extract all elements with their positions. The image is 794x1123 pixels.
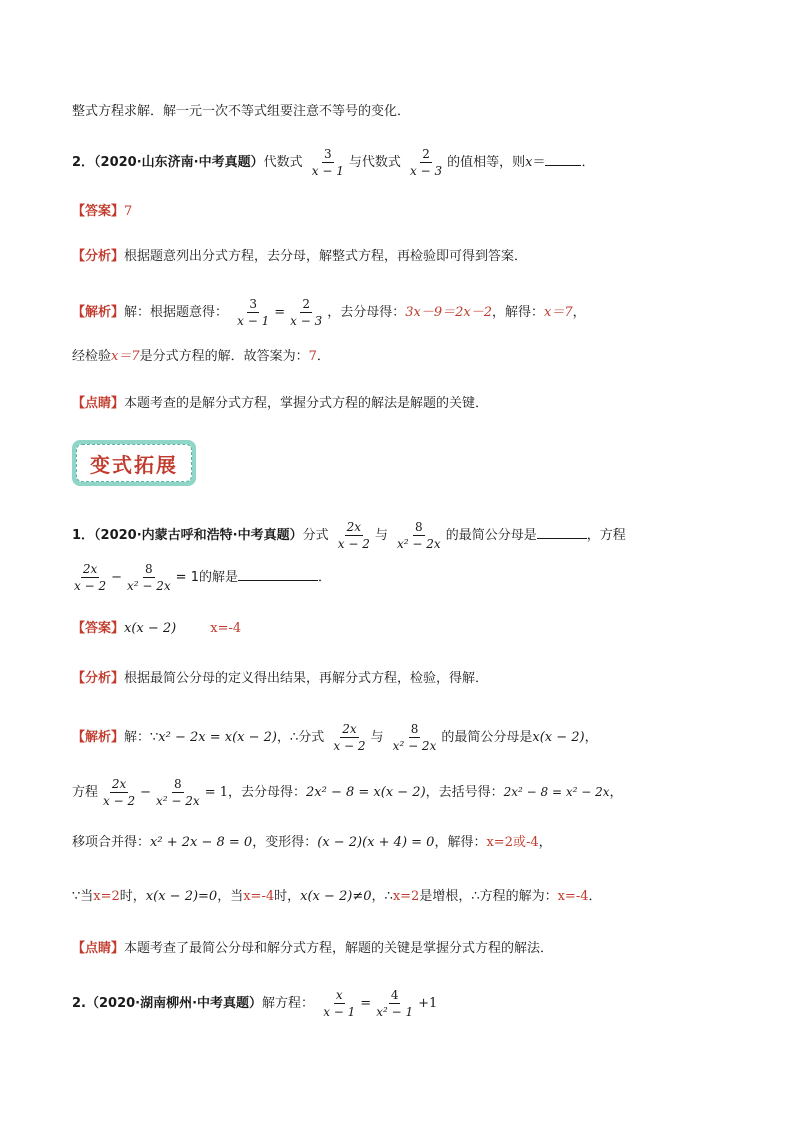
q2-check: 经检验x＝7是分式方程的解．故答案为：7． bbox=[72, 349, 330, 364]
q2-answer: 【答案】7 bbox=[72, 204, 133, 219]
v1-comment: 【点睛】本题考查了最简公分母和解分式方程，解题的关键是掌握分式方程的解法． bbox=[72, 941, 554, 956]
v2-question: 2.（2020·湖南柳州·中考真题）解方程： $\frac{x}{x - 1}$ = $\frac{4}{\text{x² − 1}}$ +1 bbox=[72, 988, 438, 1019]
v2-source: （2020·湖南柳州·中考真题） bbox=[85, 996, 263, 1011]
q2-analysis: 【分析】根据题意列出分式方程，去分母，解整式方程，再检验即可得到答案． bbox=[72, 249, 528, 264]
answer-tag: 【答案】 bbox=[72, 204, 125, 219]
v1-eq-fraction-1: $\frac{2x}{x - 2}$ bbox=[74, 562, 107, 593]
q2-fraction-2: $\frac{2}{x - 3}$ bbox=[410, 147, 443, 178]
q2-number: 2． bbox=[72, 155, 95, 170]
v1-blank-2 bbox=[238, 566, 318, 581]
q2-answer-blank bbox=[545, 151, 581, 166]
q2-sol-fraction-1: $\frac{3}{x - 1}$ bbox=[237, 297, 270, 328]
v1-solution-line4: ∵当x=2时，x(x − 2)=0，当x=-4时，x(x − 2)≠0，∴x=2是增根，∴方程的解为：x=-4． bbox=[72, 889, 602, 904]
intro-line: 整式方程求解．解一元一次不等式组要注意不等号的变化． bbox=[72, 104, 411, 119]
v1-solution: 【解析】解：∵x² − 2x = x(x − 2)，∴分式 $\frac{2x}{x - 2}$ 与 $\frac{8}{\text{x² − 2x}}$ 的最简公分母是x(x − 2)， bbox=[72, 722, 598, 753]
v2-fraction-1: $\frac{x}{x - 1}$ bbox=[323, 988, 356, 1019]
v1-blank-1 bbox=[537, 524, 587, 539]
section-banner bbox=[72, 440, 196, 486]
v1-answer: 【答案】x(x − 2) x=-4 bbox=[72, 621, 242, 636]
q2-fraction-1: $\frac{3}{x - 1}$ bbox=[311, 147, 344, 178]
v1-question: 1．（2020·内蒙古呼和浩特·中考真题）分式 $\frac{2x}{x - 2}$ 与 $\frac{8}{\text{x² − 2x}}$ 的最简公分母是 ，方程 bbox=[72, 520, 626, 551]
comment-tag: 【点睛】 bbox=[72, 396, 125, 411]
q2-solution: 【解析】解：根据题意得： $\frac{3}{x - 1}$ = $\frac{2}{x - 3}$ ，去分母得：3x－9＝2x－2，解得：x＝7， bbox=[72, 297, 586, 328]
v1-analysis: 【分析】根据最简公分母的定义得出结果，再解分式方程，检验，得解． bbox=[72, 671, 489, 686]
v1-sol-fraction-1: $\frac{2x}{x - 2}$ bbox=[333, 722, 366, 753]
v1-eq-fraction-2: $\frac{8}{\text{x² − 2x}}$ bbox=[127, 562, 171, 593]
q2-comment: 【点睛】本题考查的是解分式方程，掌握分式方程的解法是解题的关键． bbox=[72, 396, 489, 411]
v1-solution-line3: 移项合并得：x² + 2x − 8 = 0，变形得：(x − 2)(x + 4) = 0，解得：x=2或-4， bbox=[72, 835, 552, 850]
v2-fraction-2: $\frac{4}{\text{x² − 1}}$ bbox=[376, 988, 414, 1019]
solution-tag: 【解析】 bbox=[72, 305, 125, 320]
v1-question-cont: $\frac{2x}{x - 2}$ − $\frac{8}{\text{x² − 2x}}$ = 1的解是 ． bbox=[74, 562, 331, 593]
v1-sol-fraction-2: $\frac{8}{\text{x² − 2x}}$ bbox=[392, 722, 437, 753]
q2-sol-fraction-2: $\frac{2}{x - 3}$ bbox=[290, 297, 323, 328]
q2-question: 2．（2020·山东济南·中考真题）代数式 $\frac{3}{x - 1}$ 与代数式 $\frac{2}{x - 3}$ 的值相等，则x＝ ． bbox=[72, 147, 595, 178]
v1-solution-line2: 方程 $\frac{2x}{x - 2}$ − $\frac{8}{\text{x² − 2x}}$ = 1，去分母得：2x² − 8 = x(x − 2)，去括号得：2x² − 8 = x² − 2x， bbox=[72, 777, 623, 808]
v1-fraction-2: $\frac{8}{\text{x² − 2x}}$ bbox=[397, 520, 441, 551]
v1-fraction-1: $\frac{2x}{x - 2}$ bbox=[337, 520, 370, 551]
v1-l2-fraction-1: $\frac{2x}{x - 2}$ bbox=[103, 777, 136, 808]
v1-l2-fraction-2: $\frac{8}{\text{x² − 2x}}$ bbox=[156, 777, 200, 808]
analysis-tag: 【分析】 bbox=[72, 249, 125, 264]
v1-source: （2020·内蒙古呼和浩特·中考真题） bbox=[94, 528, 303, 543]
q2-source: （2020·山东济南·中考真题） bbox=[94, 155, 264, 170]
section-banner-title: 变式拓展 bbox=[76, 444, 192, 482]
